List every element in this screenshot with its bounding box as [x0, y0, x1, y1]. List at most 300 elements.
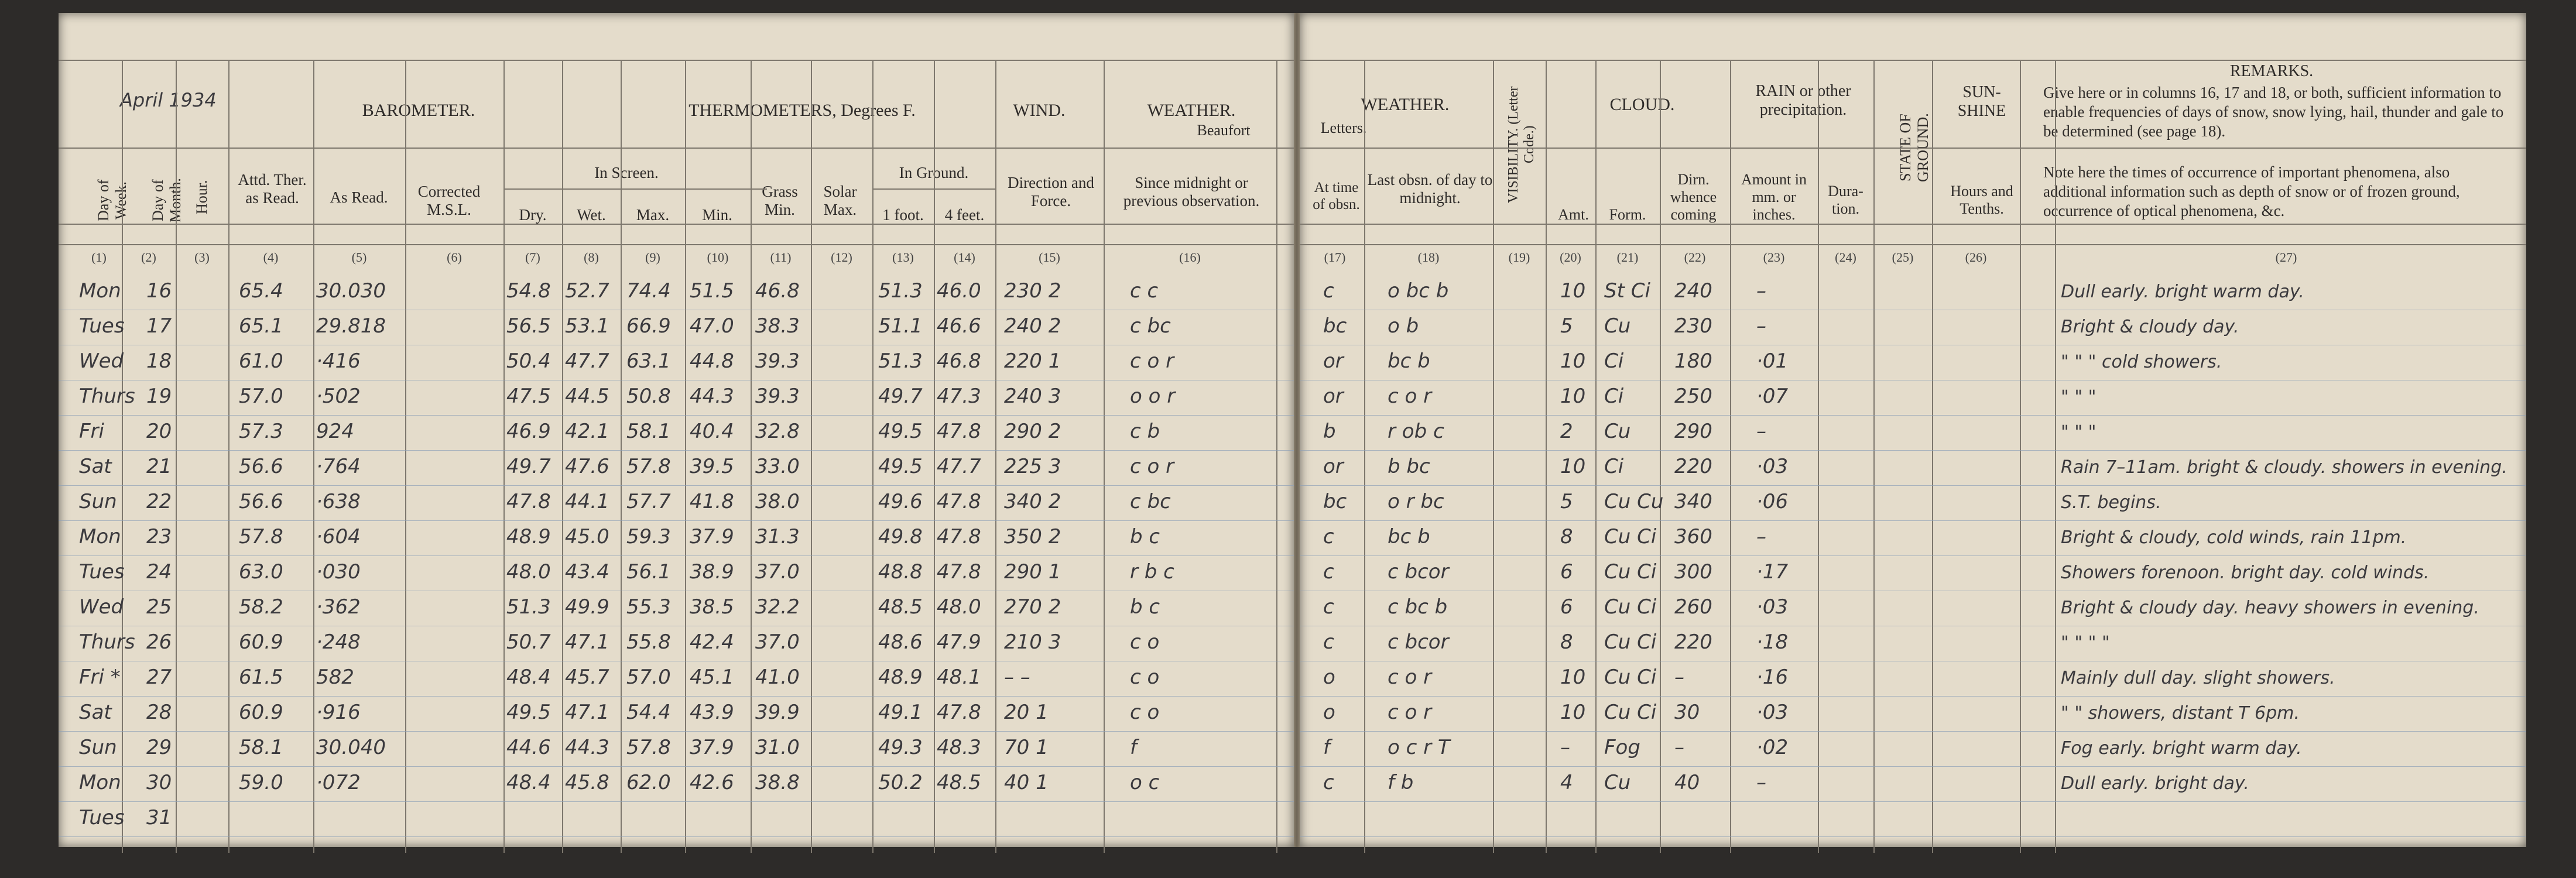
column-number: (2): [141, 250, 156, 265]
column-rule: [811, 60, 812, 853]
column-number: (10): [707, 250, 729, 265]
column-rule: [503, 60, 505, 853]
table-cell: 56.1: [626, 560, 671, 584]
column-number: (9): [645, 250, 660, 265]
table-cell: 38.0: [755, 490, 800, 513]
table-cell: Sun: [79, 490, 117, 513]
table-cell: 5: [1560, 314, 1573, 338]
column-number: (26): [1965, 250, 1987, 265]
wet-header: Wet.: [577, 206, 606, 224]
table-cell: 29: [146, 736, 172, 759]
table-cell: 50.8: [626, 385, 671, 408]
table-cell: Wed: [79, 349, 124, 373]
table-cell: c o r: [1388, 701, 1432, 724]
table-cell: 30.030: [316, 279, 386, 303]
in-screen-rule: [503, 188, 767, 190]
table-cell: 46.8: [755, 279, 800, 303]
table-cell: 45.1: [690, 666, 734, 689]
table-cell: 62.0: [626, 771, 671, 794]
weather-letters-heading: WEATHER.: [1361, 95, 1450, 114]
table-cell: 30: [146, 771, 172, 794]
table-cell: 50.2: [878, 771, 923, 794]
table-cell: 49.6: [878, 490, 923, 513]
table-cell: 55.8: [626, 630, 671, 654]
row-rule: [1300, 836, 2526, 837]
remark-text: Mainly dull day. slight showers.: [2061, 668, 2335, 688]
table-cell: c: [1323, 771, 1334, 794]
column-rule: [995, 60, 996, 853]
table-cell: 23: [146, 525, 172, 548]
table-cell: Cu Ci: [1604, 560, 1657, 584]
column-rule: [1546, 60, 1547, 853]
table-cell: b: [1323, 420, 1336, 443]
table-cell: 46.0: [937, 279, 981, 303]
table-cell: 220: [1674, 455, 1712, 478]
table-cell: 45.8: [565, 771, 609, 794]
header-rule: [1300, 60, 2526, 61]
table-cell: 260: [1674, 595, 1712, 619]
table-cell: 21: [146, 455, 172, 478]
table-cell: 8: [1560, 630, 1573, 654]
table-cell: 48.0: [937, 595, 981, 619]
table-cell: 48.0: [506, 560, 551, 584]
table-cell: 5: [1560, 490, 1573, 513]
remarks-instructions: Give here or in columns 16, 17 and 18, or both, sufficient information to enable frequencies of days of snow, snow lying, hail, thunder and gale to be determined (see page 18).: [2043, 84, 2504, 140]
table-cell: 51.5: [690, 279, 734, 303]
thermometers-heading: THERMOMETERS, Degrees F.: [688, 101, 916, 120]
header-rule: [1300, 224, 2526, 225]
header-rule: [1300, 244, 2526, 245]
table-cell: Cu: [1604, 314, 1631, 338]
table-cell: o c: [1130, 771, 1160, 794]
remark-text: Fog early. bright warm day.: [2061, 738, 2302, 759]
table-cell: 48.4: [506, 666, 551, 689]
table-cell: 58.2: [239, 595, 283, 619]
dry-header: Dry.: [519, 206, 547, 224]
table-cell: Fri: [79, 420, 104, 443]
table-cell: ·01: [1756, 349, 1789, 373]
table-cell: ·030: [316, 560, 361, 584]
wind-heading: WIND.: [1013, 101, 1066, 120]
column-number: (16): [1179, 250, 1201, 265]
table-cell: 31: [146, 806, 172, 829]
table-cell: 57.8: [626, 736, 671, 759]
table-cell: ·604: [316, 525, 361, 548]
table-cell: 57.8: [239, 525, 283, 548]
row-rule: [59, 766, 1294, 767]
barometer-heading: BAROMETER.: [362, 101, 475, 120]
table-cell: bc: [1323, 314, 1347, 338]
table-cell: 50.4: [506, 349, 551, 373]
table-cell: 582: [316, 666, 354, 689]
table-cell: 48.9: [506, 525, 551, 548]
table-cell: r b c: [1130, 560, 1174, 584]
table-cell: 4: [1560, 771, 1573, 794]
column-rule: [872, 60, 873, 853]
column-rule: [1932, 60, 1933, 853]
table-cell: 47.0: [690, 314, 734, 338]
table-cell: 40 1: [1004, 771, 1049, 794]
visibility-header: VISIBILITY. (Letter Code.): [1506, 86, 1537, 203]
table-cell: ·248: [316, 630, 361, 654]
table-cell: 48.5: [878, 595, 923, 619]
table-cell: c o r: [1130, 455, 1174, 478]
table-cell: 16: [146, 279, 172, 303]
table-cell: o bc b: [1388, 279, 1449, 303]
sunshine-heading: SUN- SHINE: [1957, 83, 2006, 121]
header-rule: [1300, 148, 2526, 149]
in-ground-header: In Ground.: [899, 164, 969, 181]
table-cell: Thurs: [79, 385, 135, 408]
table-cell: c: [1323, 560, 1334, 584]
table-cell: 48.1: [937, 666, 981, 689]
table-cell: 44.6: [506, 736, 551, 759]
hour-header: Hour.: [193, 180, 210, 215]
table-cell: 340: [1674, 490, 1712, 513]
table-cell: 225 3: [1004, 455, 1061, 478]
table-cell: 41.8: [690, 490, 734, 513]
table-cell: 47.8: [937, 525, 981, 548]
amt-header: Amt.: [1558, 206, 1589, 223]
table-cell: 240 2: [1004, 314, 1061, 338]
remark-text: " " " cold showers.: [2061, 352, 2222, 372]
table-cell: 220: [1674, 630, 1712, 654]
row-rule: [1300, 450, 2526, 451]
table-cell: Cu Ci: [1604, 630, 1657, 654]
table-cell: 290 2: [1004, 420, 1061, 443]
table-cell: 220 1: [1004, 349, 1061, 373]
column-rule: [1364, 60, 1365, 853]
table-cell: c b: [1130, 420, 1160, 443]
table-cell: 56.5: [506, 314, 551, 338]
table-cell: 59.3: [626, 525, 671, 548]
table-cell: 58.1: [626, 420, 671, 443]
table-cell: 70 1: [1004, 736, 1049, 759]
table-cell: ·03: [1756, 455, 1789, 478]
table-cell: 57.3: [239, 420, 283, 443]
one-foot-header: 1 foot.: [882, 206, 924, 224]
table-cell: ·362: [316, 595, 361, 619]
table-cell: Sat: [79, 701, 112, 724]
remark-text: " " " ": [2061, 633, 2110, 653]
row-rule: [59, 520, 1294, 521]
table-cell: 230 2: [1004, 279, 1061, 303]
table-cell: c bc: [1130, 314, 1171, 338]
column-number: (23): [1763, 250, 1785, 265]
table-cell: 49.5: [878, 420, 923, 443]
table-cell: 49.1: [878, 701, 923, 724]
hours-header: Hours and Tenths.: [1950, 183, 2013, 217]
four-feet-header: 4 feet.: [944, 206, 985, 224]
table-cell: 10: [1560, 701, 1586, 724]
table-cell: 360: [1674, 525, 1712, 548]
table-cell: 240 3: [1004, 385, 1061, 408]
table-cell: 57.0: [626, 666, 671, 689]
column-number: (24): [1835, 250, 1856, 265]
letters-label: Letters.: [1320, 119, 1367, 136]
table-cell: ·06: [1756, 490, 1789, 513]
table-cell: 27: [146, 666, 172, 689]
table-cell: b c: [1130, 595, 1160, 619]
table-cell: c: [1323, 595, 1334, 619]
table-cell: Thurs: [79, 630, 135, 654]
table-cell: ·416: [316, 349, 361, 373]
table-cell: 40: [1674, 771, 1700, 794]
table-cell: 49.7: [506, 455, 551, 478]
as-read-header: As Read.: [330, 188, 388, 206]
table-cell: 48.3: [937, 736, 981, 759]
row-rule: [1300, 731, 2526, 732]
table-cell: 63.0: [239, 560, 283, 584]
month-label: April 1934: [120, 89, 217, 111]
row-rule: [59, 415, 1294, 416]
table-cell: c bc b: [1388, 595, 1448, 619]
table-cell: 47.8: [937, 420, 981, 443]
table-cell: 54.8: [506, 279, 551, 303]
table-cell: bc b: [1388, 349, 1430, 373]
table-cell: Fri *: [79, 666, 121, 689]
table-cell: 49.9: [565, 595, 609, 619]
table-cell: 63.1: [626, 349, 671, 373]
table-cell: c o r: [1388, 385, 1432, 408]
remarks-heading: REMARKS.: [2229, 62, 2314, 80]
in-ground-rule: [872, 188, 995, 190]
table-cell: b c: [1130, 525, 1160, 548]
table-cell: Cu Ci: [1604, 595, 1657, 619]
table-cell: 57.8: [626, 455, 671, 478]
column-rule: [934, 60, 935, 853]
table-cell: 2: [1560, 420, 1573, 443]
table-cell: 61.5: [239, 666, 283, 689]
table-cell: –: [1756, 314, 1766, 338]
table-cell: or: [1323, 455, 1344, 478]
column-rule: [621, 60, 622, 853]
row-rule: [59, 836, 1294, 837]
column-rule: [1276, 60, 1277, 853]
table-cell: Mon: [79, 279, 121, 303]
row-rule: [1300, 555, 2526, 556]
column-rule: [1660, 60, 1661, 853]
corrected-header: Corrected M.S.L.: [417, 183, 481, 219]
table-cell: 30: [1674, 701, 1700, 724]
table-cell: 350 2: [1004, 525, 1061, 548]
table-cell: 47.8: [937, 701, 981, 724]
row-rule: [1300, 520, 2526, 521]
table-cell: 59.0: [239, 771, 283, 794]
column-number: (21): [1616, 250, 1639, 265]
table-cell: 47.1: [565, 701, 609, 724]
row-rule: [1300, 415, 2526, 416]
column-number: (13): [892, 250, 914, 265]
remark-text: Rain 7–11am. bright & cloudy. showers in evening.: [2061, 457, 2508, 478]
table-cell: –: [1756, 279, 1766, 303]
column-rule: [313, 60, 314, 853]
column-number: (20): [1560, 250, 1581, 265]
table-cell: 38.3: [755, 314, 800, 338]
table-cell: c o r: [1388, 666, 1432, 689]
table-cell: ·16: [1756, 666, 1789, 689]
column-rule: [2020, 60, 2021, 853]
column-rule: [562, 60, 563, 853]
remark-text: Bright & cloudy day.: [2061, 317, 2239, 337]
right-table: [1300, 13, 2526, 847]
table-cell: 19: [146, 385, 172, 408]
table-cell: 240: [1674, 279, 1712, 303]
table-cell: Sat: [79, 455, 112, 478]
remark-text: Bright & cloudy day. heavy showers in evening.: [2061, 598, 2479, 618]
table-cell: ·072: [316, 771, 361, 794]
table-cell: 20 1: [1004, 701, 1049, 724]
table-cell: 18: [146, 349, 172, 373]
last-obsn-header: Last obsn. of day to midnight.: [1367, 171, 1493, 207]
column-number: (5): [351, 250, 367, 265]
table-cell: 61.0: [239, 349, 283, 373]
header-rule: [59, 60, 1294, 61]
table-cell: ·07: [1756, 385, 1789, 408]
column-rule: [1818, 60, 1819, 853]
table-cell: ·17: [1756, 560, 1789, 584]
table-cell: 40.4: [690, 420, 734, 443]
table-cell: 54.4: [626, 701, 671, 724]
table-cell: 46.8: [937, 349, 981, 373]
table-cell: 10: [1560, 279, 1586, 303]
table-cell: o o r: [1130, 385, 1176, 408]
table-cell: 66.9: [626, 314, 671, 338]
table-cell: ·916: [316, 701, 361, 724]
table-cell: 47.8: [937, 560, 981, 584]
table-cell: bc: [1323, 490, 1347, 513]
table-cell: 49.7: [878, 385, 923, 408]
column-rule: [685, 60, 686, 853]
attd-ther-header: Attd. Ther. as Read.: [238, 171, 307, 207]
table-cell: 47.9: [937, 630, 981, 654]
table-cell: – –: [1004, 666, 1030, 689]
day-of-month-header: Day of Month.: [149, 178, 184, 222]
table-cell: 31.0: [755, 736, 800, 759]
day-of-week-header: Day of Week.: [95, 179, 129, 221]
table-cell: 10: [1560, 349, 1586, 373]
table-cell: 49.5: [506, 701, 551, 724]
table-cell: c: [1323, 630, 1334, 654]
table-cell: Cu Ci: [1604, 666, 1657, 689]
table-cell: 57.7: [626, 490, 671, 513]
table-cell: 47.1: [565, 630, 609, 654]
column-rule: [1873, 60, 1875, 853]
table-cell: 33.0: [755, 455, 800, 478]
row-rule: [59, 731, 1294, 732]
table-cell: ·764: [316, 455, 361, 478]
column-number: (27): [2275, 250, 2297, 265]
column-rule: [176, 60, 177, 853]
table-cell: Cu Cu: [1604, 490, 1664, 513]
table-cell: 44.5: [565, 385, 609, 408]
table-cell: 37.9: [690, 525, 734, 548]
table-cell: 26: [146, 630, 172, 654]
row-rule: [59, 696, 1294, 697]
direction-header: Direction and Force.: [1008, 174, 1094, 210]
table-cell: c o r: [1130, 349, 1174, 373]
table-cell: 46.6: [937, 314, 981, 338]
dirn-header: Dirn. whence coming: [1670, 171, 1717, 223]
row-rule: [59, 485, 1294, 486]
table-cell: 29.818: [316, 314, 386, 338]
remark-text: Dull early. bright day.: [2061, 773, 2249, 794]
remark-text: " " ": [2061, 422, 2097, 443]
column-rule: [1493, 60, 1494, 853]
column-rule: [1595, 60, 1597, 853]
table-cell: St Ci: [1604, 279, 1650, 303]
table-cell: 10: [1560, 666, 1586, 689]
table-cell: Tues: [79, 806, 125, 829]
table-cell: 47.6: [565, 455, 609, 478]
duration-header: Dura- tion.: [1828, 183, 1864, 217]
table-cell: 52.7: [565, 279, 609, 303]
table-cell: 43.4: [565, 560, 609, 584]
min-header: Min.: [702, 206, 732, 224]
table-cell: 32.8: [755, 420, 800, 443]
table-cell: or: [1323, 349, 1344, 373]
table-cell: 47.8: [506, 490, 551, 513]
table-cell: Wed: [79, 595, 124, 619]
table-cell: ·502: [316, 385, 361, 408]
table-cell: 25: [146, 595, 172, 619]
table-cell: Mon: [79, 525, 121, 548]
table-cell: 45.7: [565, 666, 609, 689]
remark-text: " " ": [2061, 387, 2097, 407]
column-number: (17): [1324, 250, 1346, 265]
table-cell: Fog: [1604, 736, 1640, 759]
column-rule: [228, 60, 229, 853]
table-cell: 46.9: [506, 420, 551, 443]
table-cell: 38.5: [690, 595, 734, 619]
row-rule: [59, 450, 1294, 451]
row-rule: [59, 555, 1294, 556]
table-cell: –: [1674, 736, 1684, 759]
solar-max-header: Solar Max.: [823, 183, 857, 219]
table-cell: 45.0: [565, 525, 609, 548]
table-cell: c c: [1130, 279, 1159, 303]
table-cell: 39.9: [755, 701, 800, 724]
table-cell: Tues: [79, 560, 125, 584]
table-cell: –: [1560, 736, 1570, 759]
table-cell: –: [1756, 771, 1766, 794]
max-header: Max.: [636, 206, 670, 224]
table-cell: 37.0: [755, 560, 800, 584]
header-rule: [59, 244, 1294, 245]
table-cell: –: [1674, 666, 1684, 689]
table-cell: c: [1323, 279, 1334, 303]
table-cell: ·03: [1756, 595, 1789, 619]
column-number: (7): [525, 250, 540, 265]
table-cell: 300: [1674, 560, 1712, 584]
table-cell: o b: [1388, 314, 1419, 338]
left-page: [59, 13, 1294, 847]
table-cell: c bcor: [1388, 560, 1449, 584]
table-cell: 74.4: [626, 279, 671, 303]
table-cell: c: [1323, 525, 1334, 548]
column-number: (18): [1417, 250, 1440, 265]
table-cell: 42.4: [690, 630, 734, 654]
column-number: (8): [584, 250, 599, 265]
table-cell: 6: [1560, 595, 1573, 619]
table-cell: 65.1: [239, 314, 283, 338]
table-cell: or: [1323, 385, 1344, 408]
table-cell: 37.0: [755, 630, 800, 654]
table-cell: 58.1: [239, 736, 283, 759]
table-cell: 44.3: [690, 385, 734, 408]
table-cell: f b: [1388, 771, 1414, 794]
table-cell: c o: [1130, 630, 1160, 654]
